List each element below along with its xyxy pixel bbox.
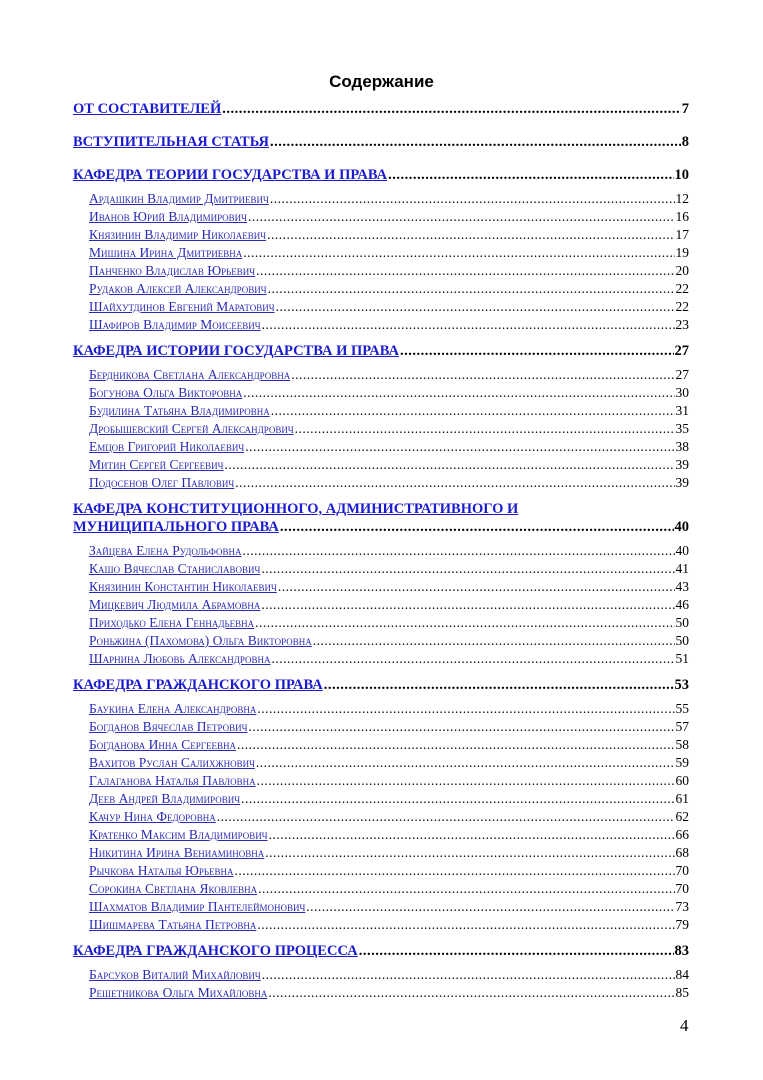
toc-section-title-line2[interactable]: МУНИЦИПАЛЬНОГО ПРАВА: [73, 519, 279, 535]
toc-entry-name[interactable]: Панченко Владислав Юрьевич: [89, 263, 256, 278]
toc-entry-link[interactable]: [73, 790, 689, 808]
dot-leader: [249, 718, 675, 736]
toc-entry-link[interactable]: [73, 844, 689, 862]
toc-entry-name[interactable]: Кашо Вячеслав Станиславович: [89, 561, 261, 576]
toc-entry-link[interactable]: [73, 898, 689, 916]
dot-leader: [262, 316, 675, 334]
toc-entry-name[interactable]: Барсуков Виталий Михайлович: [89, 967, 261, 982]
dot-leader: [268, 280, 675, 298]
toc-page-number: 10: [674, 167, 689, 183]
toc-entry-link[interactable]: [73, 402, 689, 420]
toc-entry-link[interactable]: [73, 366, 689, 384]
toc-page-number: 40: [674, 519, 689, 535]
toc-entry-name[interactable]: Шафиров Владимир Моисеевич: [89, 317, 261, 332]
toc-page-number: 27: [675, 367, 689, 382]
toc-page-number: 39: [675, 457, 689, 472]
toc-page-number: 17: [675, 227, 689, 242]
toc-page-number: 30: [675, 385, 689, 400]
toc-entry-link[interactable]: [73, 578, 689, 596]
toc-page-number: 70: [675, 863, 689, 878]
toc-page-number: 22: [675, 299, 689, 314]
toc-entry-link[interactable]: [73, 966, 689, 984]
toc-entry-link[interactable]: [73, 736, 689, 754]
dot-leader: [400, 342, 674, 360]
toc-section-link[interactable]: [73, 676, 689, 694]
toc-page-number: 38: [675, 439, 689, 454]
toc-entry-name[interactable]: Богданов Вячеслав Петрович: [89, 719, 248, 734]
toc-entry-name[interactable]: Приходько Елена Геннадьевна: [89, 615, 255, 630]
toc-page-number: 58: [675, 737, 689, 752]
toc-entry-name[interactable]: Деев Андрей Владимирович: [89, 791, 241, 806]
toc-page-number: 7: [681, 101, 689, 117]
toc-entry-link[interactable]: [73, 700, 689, 718]
toc-page-number: 66: [675, 827, 689, 842]
dot-leader: [255, 614, 674, 632]
dot-leader: [313, 632, 675, 650]
toc-entry-name[interactable]: Галаганова Наталья Павловна: [89, 773, 256, 788]
toc-page-number: 83: [674, 943, 689, 959]
toc-entry-name[interactable]: Роньжина (Пахомова) Ольга Викторовна: [89, 633, 312, 648]
toc-entry-link[interactable]: [73, 384, 689, 402]
toc-entry-link[interactable]: [73, 772, 689, 790]
toc-page-number: 50: [675, 633, 689, 648]
dot-leader: [262, 966, 675, 984]
toc-entry-name[interactable]: Вахитов Руслан Салихжнович: [89, 755, 255, 770]
toc-page-number: 46: [675, 597, 689, 612]
dot-leader: [324, 676, 674, 694]
toc-entry-name[interactable]: Никитина Ирина Вениаминовна: [89, 845, 265, 860]
toc-page-number: 57: [675, 719, 689, 734]
toc-section-title[interactable]: КАФЕДРА ГРАЖДАНСКОГО ПРАВА: [73, 677, 323, 693]
toc-entry-name[interactable]: Подосенов Олег Павлович: [89, 475, 235, 490]
toc-entry-link[interactable]: [73, 596, 689, 614]
toc-entry-name[interactable]: Решетникова Ольга Михайловна: [89, 985, 268, 1000]
page-title: Содержание: [329, 72, 434, 91]
toc-entry-name[interactable]: Зайцева Елена Рудольфовна: [89, 543, 242, 558]
toc-entry-link[interactable]: [73, 826, 689, 844]
toc-section-title[interactable]: КАФЕДРА ИСТОРИИ ГОСУДАРСТВА И ПРАВА: [73, 343, 399, 359]
toc-entry-name[interactable]: Мишина Ирина Дмитриевна: [89, 245, 243, 260]
dot-leader: [271, 402, 675, 420]
toc-entry-name[interactable]: Рудаков Алексей Александрович: [89, 281, 267, 296]
toc-page-number: 27: [674, 343, 689, 359]
toc-section-link[interactable]: [73, 342, 689, 360]
toc-page-number: 23: [675, 317, 689, 332]
dot-leader: [257, 916, 674, 934]
toc-page-number: 35: [675, 421, 689, 436]
toc-page-number: 70: [675, 881, 689, 896]
dot-leader: [245, 438, 674, 456]
dot-leader: [272, 650, 675, 668]
toc-section-title[interactable]: ВСТУПИТЕЛЬНАЯ СТАТЬЯ: [73, 134, 269, 150]
toc-entry-link[interactable]: [73, 614, 689, 632]
toc-entry-name[interactable]: Дробышевский Сергей Александрович: [89, 421, 294, 436]
toc-entry-name[interactable]: Князинин Владимир Николаевич: [89, 227, 267, 242]
toc-entry-link[interactable]: [73, 650, 689, 668]
toc-page-number: 62: [675, 809, 689, 824]
dot-leader: [388, 166, 673, 184]
toc-entry-name[interactable]: Шайхутдинов Евгений Маратович: [89, 299, 275, 314]
dot-leader: [265, 844, 674, 862]
page-number: 4: [680, 1016, 689, 1035]
toc-entry-link[interactable]: [73, 754, 689, 772]
toc-entry-link[interactable]: [73, 718, 689, 736]
toc-entry-link[interactable]: [73, 862, 689, 880]
toc-entry-name[interactable]: Баукина Елена Александровна: [89, 701, 257, 716]
dot-leader: [267, 226, 674, 244]
toc-entry-name[interactable]: Рычкова Наталья Юрьевна: [89, 863, 234, 878]
toc-page-number: 19: [675, 245, 689, 260]
toc-page-number: 8: [681, 134, 689, 150]
toc-page-number: 12: [675, 191, 689, 206]
toc-page-number: 20: [675, 263, 689, 278]
toc-entry-name[interactable]: Мицкевич Людмила Абрамовна: [89, 597, 261, 612]
toc-entry-link[interactable]: [73, 984, 689, 1002]
toc-entry-link[interactable]: [73, 226, 689, 244]
toc-entry-name[interactable]: Богунова Ольга Викторовна: [89, 385, 243, 400]
toc-entry-link[interactable]: [73, 880, 689, 898]
dot-leader: [306, 898, 674, 916]
toc-section-link[interactable]: [73, 500, 689, 518]
dot-leader: [268, 984, 674, 1002]
toc-entry-link[interactable]: [73, 542, 689, 560]
dot-leader: [257, 772, 675, 790]
toc-section-link-continued[interactable]: [73, 518, 689, 536]
toc-section-title[interactable]: КАФЕДРА ГРАЖДАНСКОГО ПРОЦЕССА: [73, 943, 358, 959]
toc-entry-name[interactable]: Сорокина Светлана Яковлевна: [89, 881, 258, 896]
toc-page-number: 39: [675, 475, 689, 490]
toc-section-title[interactable]: КАФЕДРА ТЕОРИИ ГОСУДАРСТВА И ПРАВА: [73, 167, 388, 183]
toc-entry-name[interactable]: Князинин Константин Николаевич: [89, 579, 277, 594]
toc-page-number: 51: [675, 651, 689, 666]
dot-leader: [248, 208, 674, 226]
toc-page-number: 61: [675, 791, 689, 806]
toc-section-link[interactable]: [73, 100, 689, 118]
toc-section-title[interactable]: ОТ СОСТАВИТЕЛЕЙ: [73, 101, 222, 117]
dot-leader: [270, 190, 675, 208]
toc-entry-name[interactable]: Бердникова Светлана Александровна: [89, 367, 291, 382]
toc-entry-name[interactable]: Емцов Григорий Николаевич: [89, 439, 245, 454]
toc-entry-link[interactable]: [73, 262, 689, 280]
toc-page-number: 73: [675, 899, 689, 914]
toc-entry-link[interactable]: [73, 438, 689, 456]
toc-entry-link[interactable]: [73, 316, 689, 334]
toc-entry-name[interactable]: Шишмарева Татьяна Петровна: [89, 917, 257, 932]
dot-leader: [270, 133, 681, 151]
toc-entry-name[interactable]: Будилина Татьяна Владимировна: [89, 403, 270, 418]
toc-entry-link[interactable]: [73, 560, 689, 578]
toc-page-number: 84: [675, 967, 689, 982]
dot-leader: [235, 474, 674, 492]
toc-page-number: 68: [675, 845, 689, 860]
toc-entry-name[interactable]: Кратенко Максим Владимирович: [89, 827, 268, 842]
dot-leader: [256, 754, 675, 772]
toc-section-link[interactable]: [73, 133, 689, 151]
toc-entry-name[interactable]: Ардашкин Владимир Дмитриевич: [89, 191, 269, 206]
toc-section-title[interactable]: КАФЕДРА КОНСТИТУЦИОННОГО, АДМИНИСТРАТИВНОГО И: [73, 501, 519, 517]
dot-leader: [241, 790, 674, 808]
toc-page-number: 22: [675, 281, 689, 296]
toc-section-link[interactable]: [73, 942, 689, 960]
dot-leader: [295, 420, 675, 438]
dot-leader: [237, 736, 675, 754]
toc-entry-name[interactable]: Богданова Инна Сергеевна: [89, 737, 236, 752]
toc-entry-link[interactable]: [73, 280, 689, 298]
toc-entry-name[interactable]: Качур Нина Федоровна: [89, 809, 216, 824]
dot-leader: [242, 542, 674, 560]
toc-page-number: 50: [675, 615, 689, 630]
toc-entry-link[interactable]: [73, 456, 689, 474]
toc-entry-link[interactable]: [73, 420, 689, 438]
toc-page-number: 79: [675, 917, 689, 932]
toc-page-number: 41: [675, 561, 689, 576]
toc-entry-name[interactable]: Шарнина Любовь Александровна: [89, 651, 271, 666]
toc-page-number: 60: [675, 773, 689, 788]
dot-leader: [243, 244, 674, 262]
toc-page-number: 85: [675, 985, 689, 1000]
toc-entry-name[interactable]: Иванов Юрий Владимирович: [89, 209, 248, 224]
dot-leader: [217, 808, 675, 826]
dot-leader: [269, 826, 675, 844]
dot-leader: [256, 262, 674, 280]
toc-entry-link[interactable]: [73, 916, 689, 934]
toc-page-number: 59: [675, 755, 689, 770]
toc-page-number: 31: [675, 403, 689, 418]
dot-leader: [291, 366, 674, 384]
dot-leader: [225, 456, 675, 474]
dot-leader: [276, 298, 675, 316]
toc-page-number: 53: [674, 677, 689, 693]
dot-leader: [359, 942, 674, 960]
toc-section-link[interactable]: [73, 166, 689, 184]
toc-entry-link[interactable]: [73, 244, 689, 262]
toc-entry-link[interactable]: [73, 190, 689, 208]
dot-leader: [278, 578, 675, 596]
table-of-contents: [73, 100, 689, 1002]
toc-page-number: 55: [675, 701, 689, 716]
dot-leader: [222, 100, 681, 118]
dot-leader: [280, 518, 674, 536]
toc-page-number: 40: [675, 543, 689, 558]
dot-leader: [257, 700, 674, 718]
dot-leader: [243, 384, 674, 402]
toc-entry-link[interactable]: [73, 208, 689, 226]
toc-entry-link[interactable]: [73, 632, 689, 650]
dot-leader: [235, 862, 675, 880]
dot-leader: [258, 880, 674, 898]
toc-entry-link[interactable]: [73, 808, 689, 826]
toc-entry-link[interactable]: [73, 298, 689, 316]
dot-leader: [261, 560, 674, 578]
toc-entry-name[interactable]: Митин Сергей Сергеевич: [89, 457, 224, 472]
toc-page-number: 43: [675, 579, 689, 594]
toc-entry-name[interactable]: Шахматов Владимир Пантелеймонович: [89, 899, 306, 914]
dot-leader: [261, 596, 674, 614]
toc-entry-link[interactable]: [73, 474, 689, 492]
toc-page-number: 16: [675, 209, 689, 224]
